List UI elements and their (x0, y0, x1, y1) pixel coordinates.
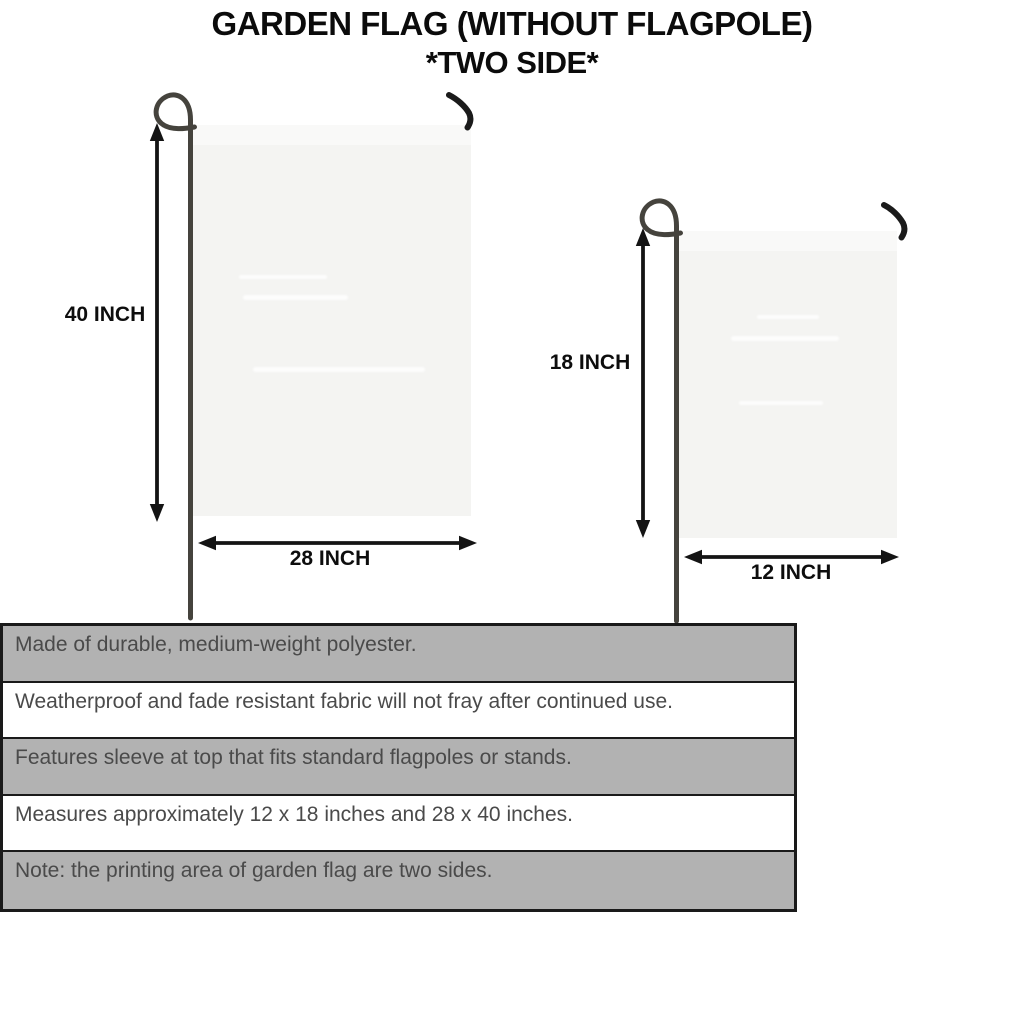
small-flag-height-label: 18 INCH (549, 351, 631, 374)
feature-text: Note: the printing area of garden flag are two sides. (15, 859, 493, 882)
small-flag-width-label: 12 INCH (750, 561, 832, 584)
features-table (0, 623, 797, 912)
feature-text: Measures approximately 12 x 18 inches and 28 x 40 inches. (15, 802, 573, 826)
large-flag-width-label: 28 INCH (289, 547, 371, 570)
feature-row (3, 683, 794, 740)
feature-row (3, 796, 794, 853)
large-flagpole (156, 95, 194, 618)
large-hook-icon (449, 95, 470, 128)
large-flag-height-label: 40 INCH (64, 303, 146, 326)
feature-row (3, 852, 794, 909)
small-height-arrow-icon (636, 228, 650, 538)
feature-text: Weatherproof and fade resistant fabric will not fray after continued use. (15, 689, 673, 713)
feature-text: Features sleeve at top that fits standard flagpoles or stands. (15, 746, 572, 769)
feature-row (3, 739, 794, 796)
page-subtitle: *TWO SIDE* (425, 45, 599, 81)
feature-text: Made of durable, medium-weight polyester. (15, 633, 417, 656)
small-flagpole (642, 201, 680, 621)
feature-row (3, 626, 794, 683)
page-title: GARDEN FLAG (WITHOUT FLAGPOLE) (211, 5, 813, 42)
small-hook-icon (884, 205, 904, 238)
